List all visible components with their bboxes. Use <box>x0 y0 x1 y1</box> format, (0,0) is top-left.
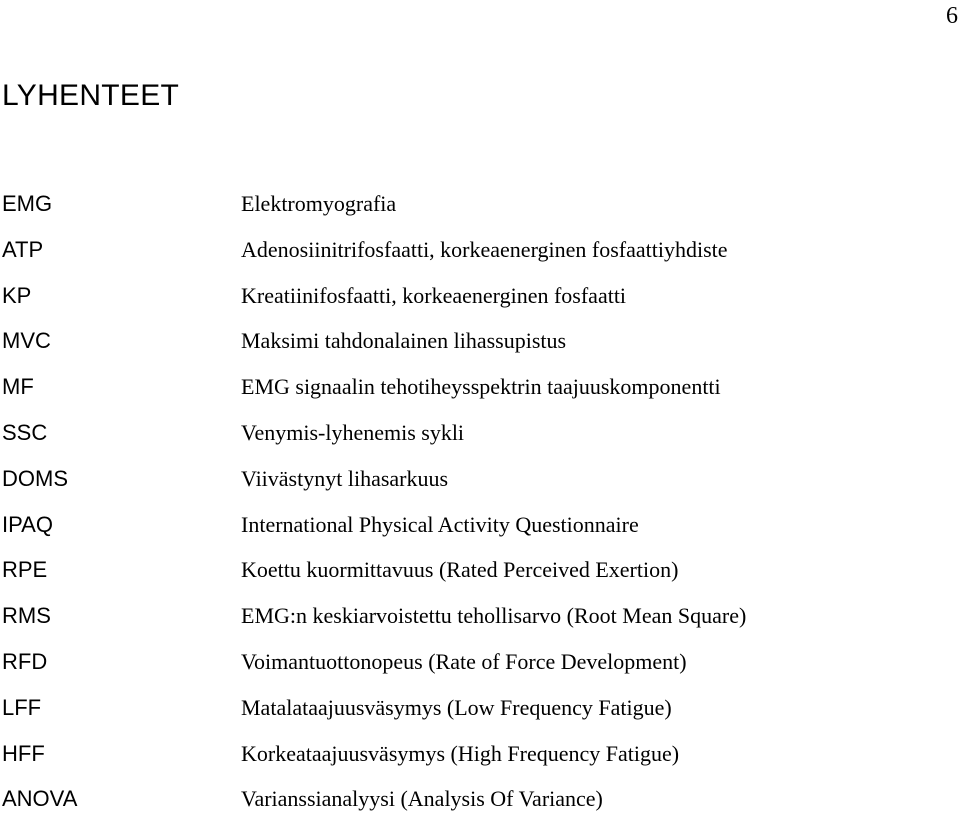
abbreviation-definition: Matalataajuusväsymys (Low Frequency Fatigue) <box>241 694 672 720</box>
abbreviation-definition: Maksimi tahdonalainen lihassupistus <box>241 328 567 354</box>
abbreviation-definition: Koettu kuormittavuus (Rated Perceived Exertion) <box>241 557 679 583</box>
abbreviation-row <box>0 418 960 464</box>
abbreviation-definition: Viivästynyt lihasarkuus <box>241 465 449 491</box>
abbreviation-definition: Korkeataajuusväsymys (High Frequency Fatigue) <box>241 740 680 766</box>
abbreviation-term: IPAQ <box>2 511 53 537</box>
abbreviation-definition: Voimantuottonopeus (Rate of Force Development) <box>241 648 687 674</box>
abbreviation-row <box>0 372 960 418</box>
abbreviation-row <box>0 784 960 830</box>
abbreviation-term: EMG <box>2 191 53 216</box>
abbreviation-term: RMS <box>2 603 51 629</box>
abbreviation-definition: Venymis-lyhenemis sykli <box>241 419 465 445</box>
abbreviation-term: HFF <box>2 740 45 766</box>
abbreviation-row <box>0 464 960 510</box>
abbreviation-row <box>0 693 960 739</box>
abbreviation-definition: Kreatiinifosfaatti, korkeaenerginen fosfaatti <box>241 282 627 308</box>
abbreviation-term: ATP <box>2 236 44 262</box>
abbreviation-row <box>0 281 960 327</box>
abbreviation-definition: International Physical Activity Questionnaire <box>241 511 639 537</box>
abbreviation-term: MVC <box>2 328 51 354</box>
abbreviation-row <box>0 326 960 372</box>
abbreviation-row <box>0 235 960 281</box>
abbreviation-term: DOMS <box>2 465 68 491</box>
abbreviation-definition: Varianssianalyysi (Analysis Of Variance) <box>241 786 603 812</box>
page-number: 6 <box>946 3 958 29</box>
abbreviation-row <box>0 739 960 785</box>
abbreviation-row <box>0 189 960 235</box>
abbreviation-definition: EMG signaalin tehotiheysspektrin taajuuskomponentti <box>241 374 721 400</box>
abbreviation-list <box>0 189 960 830</box>
abbreviation-row <box>0 510 960 556</box>
abbreviation-definition: Adenosiinitrifosfaatti, korkeaenerginen fosfaattiyhdiste <box>241 236 728 262</box>
abbreviation-term: LFF <box>2 694 42 720</box>
abbreviation-row <box>0 555 960 601</box>
abbreviation-term: KP <box>2 282 32 308</box>
abbreviation-term: RFD <box>2 648 48 674</box>
abbreviation-row <box>0 647 960 693</box>
abbreviation-term: ANOVA <box>2 786 78 812</box>
abbreviation-term: SSC <box>2 419 48 445</box>
abbreviation-definition: EMG:n keskiarvoistettu tehollisarvo (Root Mean Square) <box>241 603 747 629</box>
abbreviation-row <box>0 601 960 647</box>
abbreviation-term: RPE <box>2 557 48 583</box>
abbreviation-term: MF <box>2 374 34 400</box>
page-title: LYHENTEET <box>2 79 180 112</box>
abbreviation-definition: Elektromyografia <box>241 191 397 216</box>
